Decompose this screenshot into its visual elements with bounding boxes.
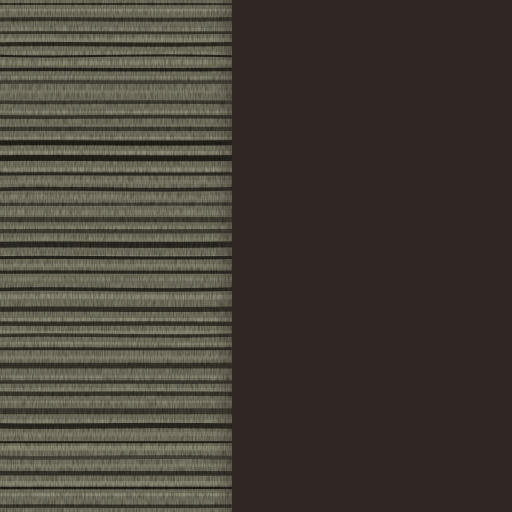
dark-panel (232, 0, 512, 512)
